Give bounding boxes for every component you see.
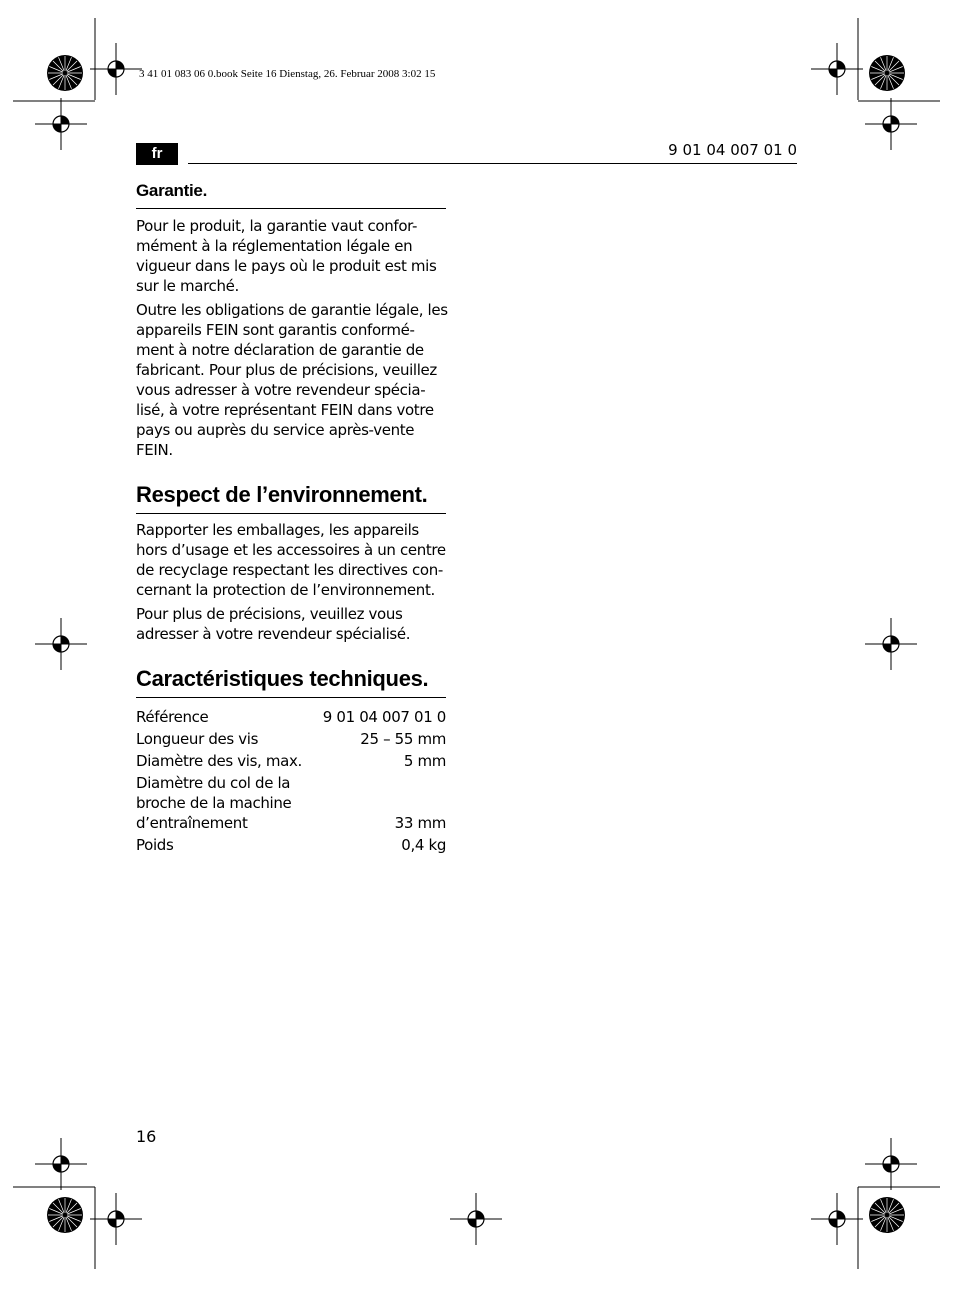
text-line: de recyclage respectant les directives con- [136, 561, 443, 579]
text-line: fabricant. Pour plus de précisions, veuillez [136, 361, 437, 379]
spec-row [136, 729, 446, 749]
text-line: Longueur des vis [136, 730, 259, 748]
text-line: sur le marché. [136, 277, 239, 295]
spec-row [136, 773, 446, 833]
text-line: Poids [136, 836, 174, 854]
environnement-paragraph-2 [136, 604, 446, 644]
text-line: mément à la réglementation légale en [136, 237, 413, 255]
section-title-caracteristiques: Caractéristiques techniques. [136, 666, 429, 691]
text-line: lisé, à votre représentant FEIN dans votre [136, 401, 434, 419]
document-code: 9 01 04 007 01 0 [668, 141, 797, 159]
text-line: vous adresser à votre revendeur spécia- [136, 381, 426, 399]
text-line: appareils FEIN sont garantis conformé- [136, 321, 415, 339]
text-line: FEIN. [136, 441, 173, 459]
spec-value: 0,4 kg [401, 836, 446, 854]
language-badge: fr [136, 143, 178, 165]
garantie-paragraph-1 [136, 216, 446, 296]
spec-row [136, 707, 446, 727]
spec-label [136, 773, 291, 833]
text-line: Outre les obligations de garantie légale, les [136, 301, 448, 319]
text-line: Rapporter les emballages, les appareils [136, 521, 419, 539]
spec-value: 25 – 55 mm [360, 730, 446, 748]
text-line: hors d’usage et les accessoires à un centre [136, 541, 446, 559]
specs-table [136, 707, 446, 857]
text-line: vigueur dans le pays où le produit est mis [136, 257, 437, 275]
text-line: pays ou auprès du service après-vente [136, 421, 415, 439]
section-title-garantie: Garantie. [136, 181, 207, 200]
file-info-line: 3 41 01 083 06 0.book Seite 16 Dienstag, 26. Februar 2008 3:02 15 [139, 68, 436, 80]
page-number: 16 [136, 1127, 157, 1146]
section-rule-caracteristiques [136, 697, 446, 698]
spec-label [136, 751, 302, 771]
text-line: adresser à votre revendeur spécialisé. [136, 625, 411, 643]
text-line: Pour le produit, la garantie vaut confor- [136, 217, 418, 235]
text-line: d’entraînement [136, 814, 248, 832]
text-line: Diamètre des vis, max. [136, 752, 302, 770]
spec-value: 9 01 04 007 01 0 [322, 708, 446, 726]
section-rule-garantie [136, 208, 446, 209]
text-line: Référence [136, 708, 209, 726]
text-line: Diamètre du col de la [136, 774, 291, 792]
text-line: broche de la machine [136, 794, 292, 812]
spec-label [136, 707, 208, 727]
spec-row [136, 751, 446, 771]
section-rule-environnement [136, 513, 446, 514]
spec-label [136, 835, 173, 855]
text-line: cernant la protection de l’environnement. [136, 581, 435, 599]
header-rule [188, 163, 797, 164]
spec-value: 33 mm [394, 814, 446, 832]
spec-row [136, 835, 446, 855]
spec-value: 5 mm [403, 752, 446, 770]
text-line: ment à notre déclaration de garantie de [136, 341, 424, 359]
text-line: Pour plus de précisions, veuillez vous [136, 605, 403, 623]
environnement-paragraph-1 [136, 520, 446, 600]
section-title-environnement: Respect de l’environnement. [136, 482, 428, 507]
spec-label [136, 729, 258, 749]
garantie-paragraph-2 [136, 300, 446, 460]
